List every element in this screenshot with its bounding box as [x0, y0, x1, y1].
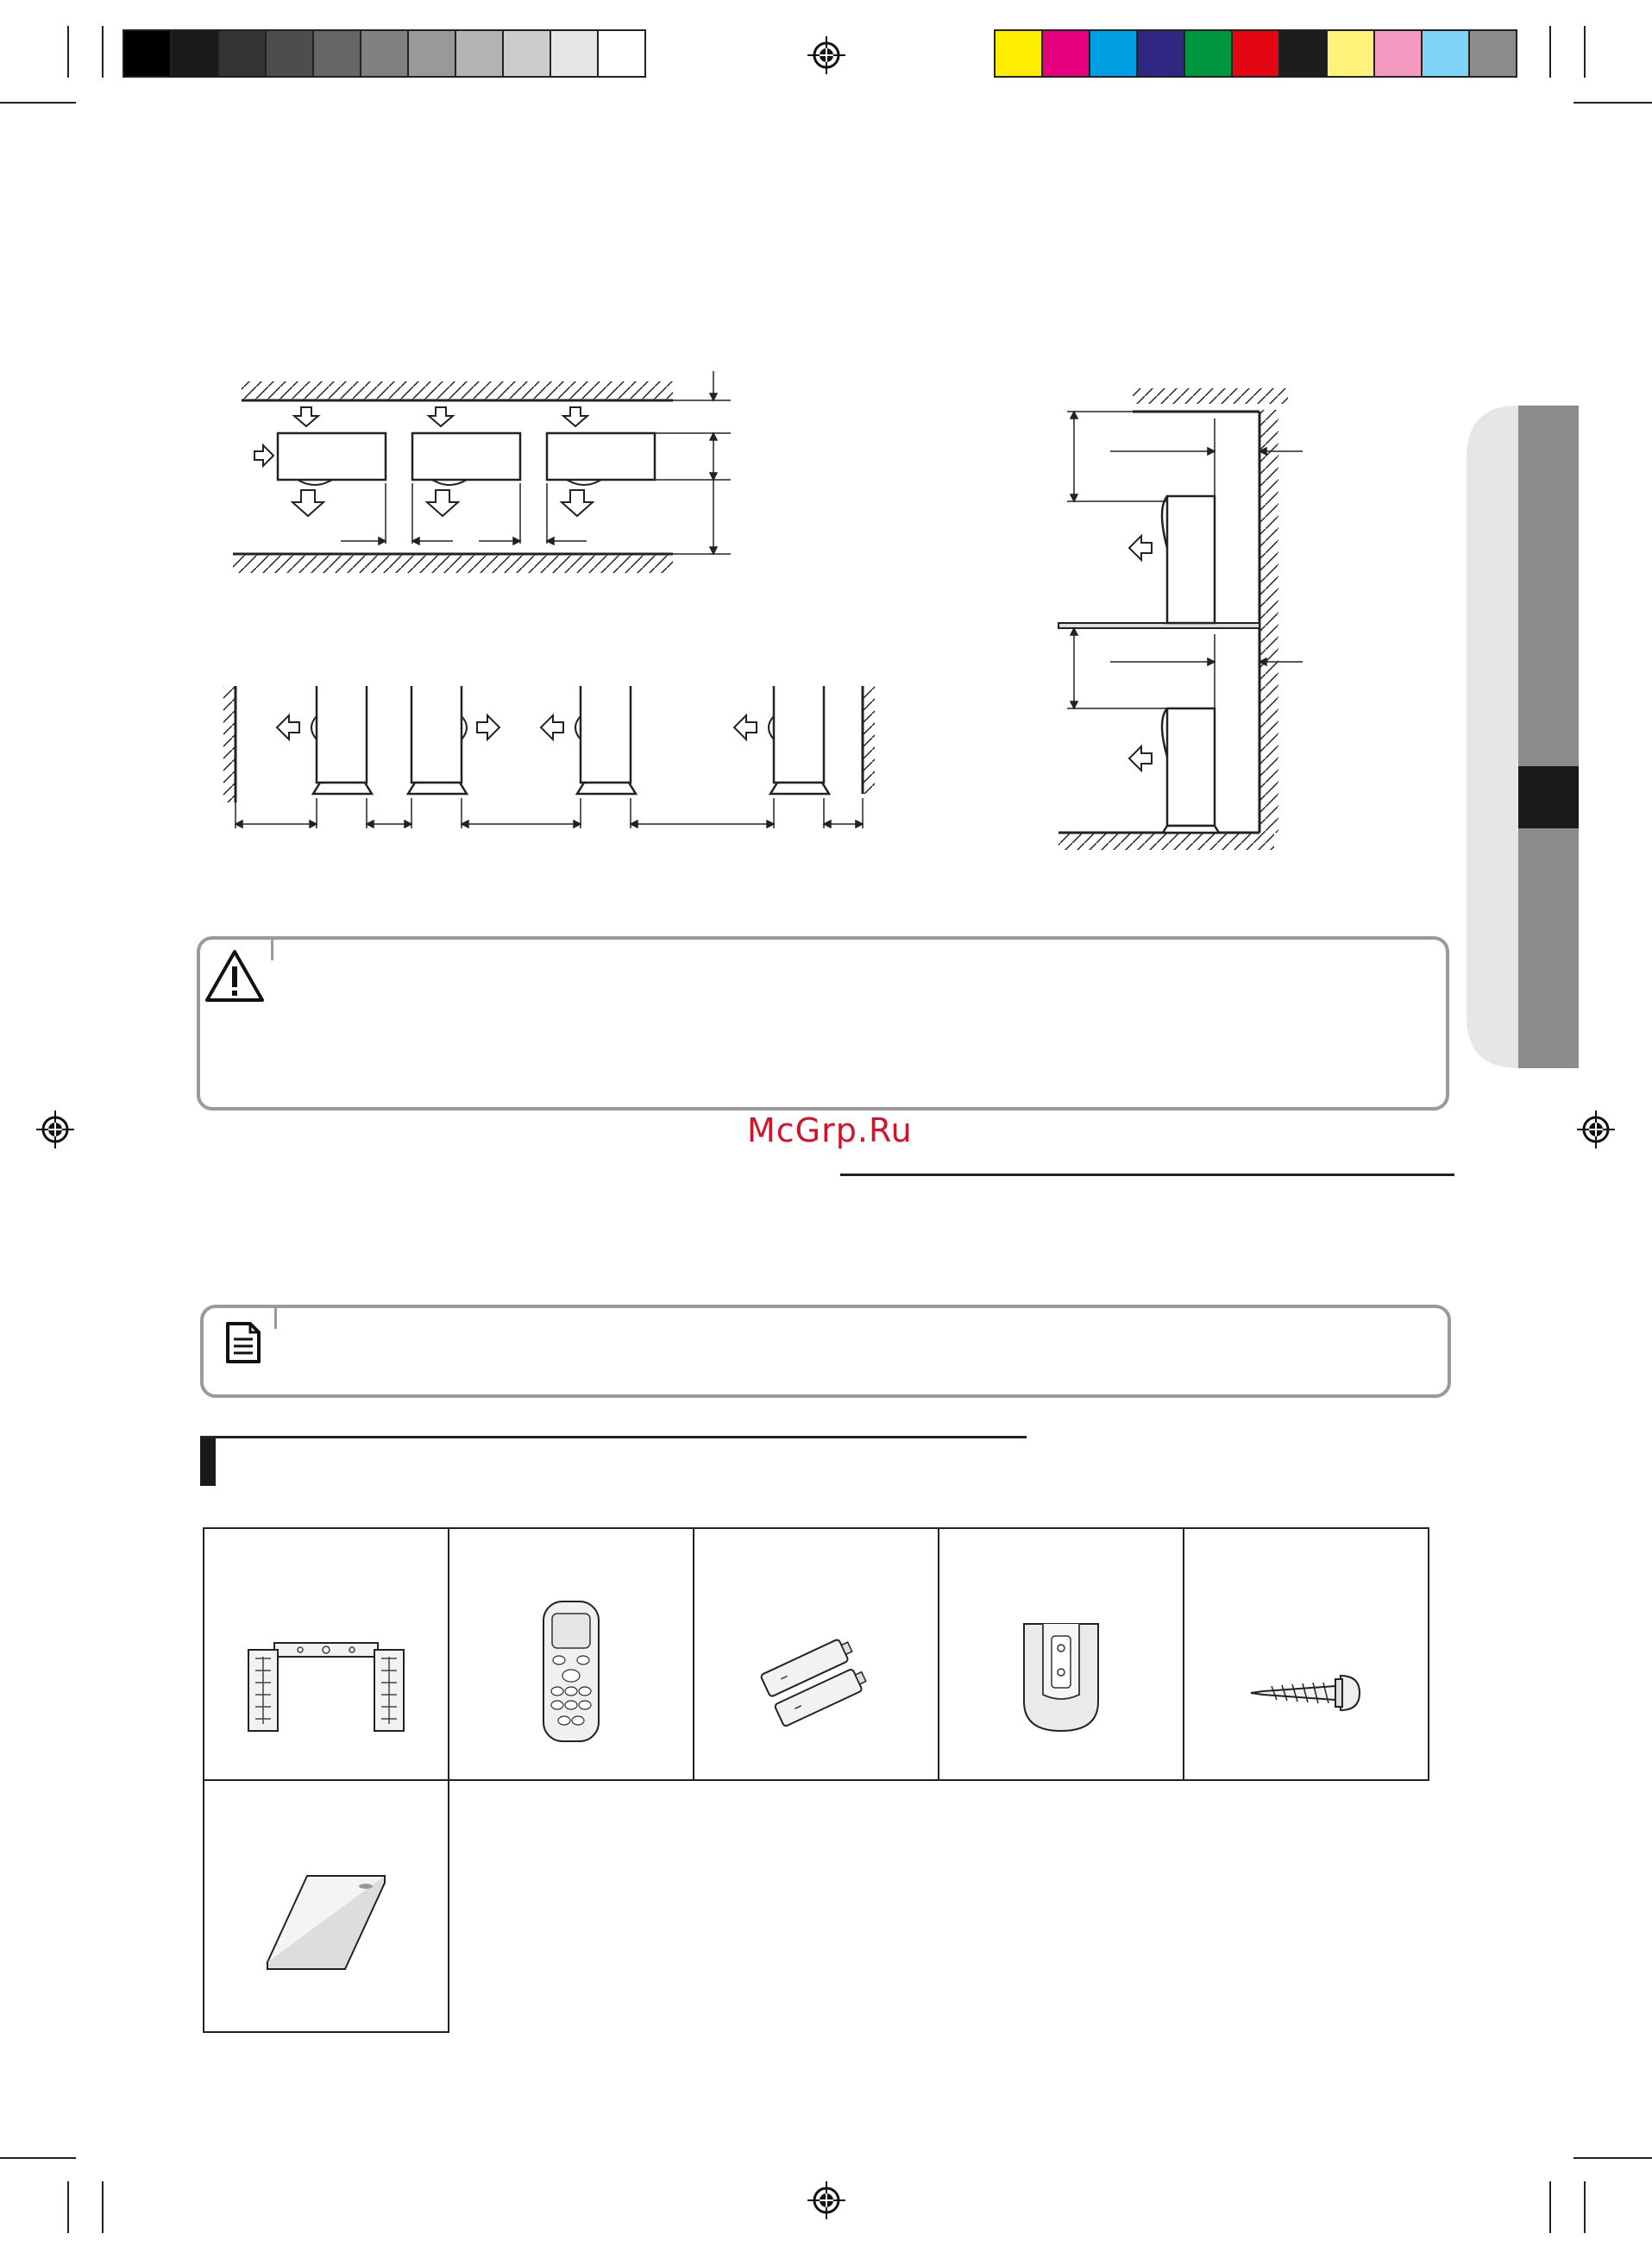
- accessories-heading-rule: [200, 1436, 1027, 1438]
- accessory-cell: [449, 1528, 694, 1780]
- crop-mark: [0, 102, 76, 104]
- empty-cell: [939, 1780, 1184, 2032]
- gray-swatch: [170, 29, 219, 78]
- color-swatch: [1089, 29, 1138, 78]
- gray-swatch: [312, 29, 361, 78]
- installation-clearance-diagram-top: [220, 362, 738, 587]
- color-swatch: [1231, 29, 1280, 78]
- process-color-bar: [994, 0, 1529, 86]
- accessory-cell: [1184, 1528, 1429, 1780]
- empty-cell: [694, 1780, 939, 2032]
- accessory-cell: [939, 1528, 1184, 1780]
- watermark-text: McGrp.Ru: [747, 1111, 913, 1149]
- accessories-row: [204, 1780, 1429, 2032]
- remote-controller-icon: [537, 1598, 606, 1745]
- empty-cell: [1184, 1780, 1429, 2032]
- note-document-icon: [224, 1320, 262, 1365]
- crop-mark: [0, 2157, 76, 2159]
- gray-swatch: [122, 29, 172, 78]
- gray-swatch: [217, 29, 267, 78]
- color-swatch: [1373, 29, 1423, 78]
- registration-target-icon: [807, 2181, 845, 2219]
- user-manual-icon: [257, 1867, 395, 1979]
- gray-swatch: [550, 29, 599, 78]
- caution-box: [197, 936, 1449, 1111]
- accessory-cell: [204, 1780, 449, 2032]
- color-swatch: [1468, 29, 1517, 78]
- installation-clearance-diagram-side: [220, 677, 876, 833]
- accessories-row: [204, 1528, 1429, 1780]
- section-divider: [840, 1174, 1454, 1176]
- installation-clearance-diagram-stacked: [1048, 384, 1307, 854]
- note-box: [200, 1305, 1451, 1398]
- crop-mark: [1549, 2181, 1551, 2233]
- screw-icon: [1246, 1667, 1366, 1719]
- note-tab-line: [274, 1305, 277, 1329]
- color-swatch: [1136, 29, 1185, 78]
- remote-holder-icon: [1014, 1615, 1109, 1736]
- crop-mark: [1573, 2157, 1652, 2159]
- accessory-cell: [694, 1528, 939, 1780]
- crop-mark: [102, 2181, 104, 2233]
- gray-swatch: [407, 29, 456, 78]
- crop-mark: [1549, 26, 1551, 78]
- crop-mark: [102, 26, 104, 78]
- empty-cell: [449, 1780, 694, 2032]
- color-swatch: [1421, 29, 1470, 78]
- color-swatch: [1041, 29, 1090, 78]
- color-swatch: [1184, 29, 1233, 78]
- color-swatch: [994, 29, 1043, 78]
- registration-target-icon: [807, 36, 845, 74]
- crop-mark: [1584, 2181, 1586, 2233]
- warning-triangle-icon: [204, 947, 266, 1004]
- crop-mark: [1573, 102, 1652, 104]
- chapter-side-tab: [1467, 406, 1579, 1068]
- accessories-heading-marker: [200, 1438, 216, 1486]
- crop-mark: [67, 2181, 69, 2233]
- crop-mark: [1584, 26, 1586, 78]
- color-swatch: [1326, 29, 1375, 78]
- gray-swatch: [597, 29, 646, 78]
- registration-target-icon: [36, 1111, 74, 1148]
- gray-swatch: [265, 29, 314, 78]
- caution-tab-line: [271, 936, 273, 960]
- gray-swatch: [502, 29, 551, 78]
- mounting-bracket-icon: [240, 1633, 412, 1736]
- gray-swatch: [360, 29, 409, 78]
- accessory-cell: [204, 1528, 449, 1780]
- color-swatch: [1278, 29, 1328, 78]
- batteries-icon: [751, 1635, 881, 1730]
- grayscale-color-bar: [122, 0, 657, 86]
- gray-swatch: [455, 29, 504, 78]
- registration-target-icon: [1577, 1111, 1615, 1148]
- accessories-table: [203, 1527, 1429, 2033]
- crop-mark: [67, 26, 69, 78]
